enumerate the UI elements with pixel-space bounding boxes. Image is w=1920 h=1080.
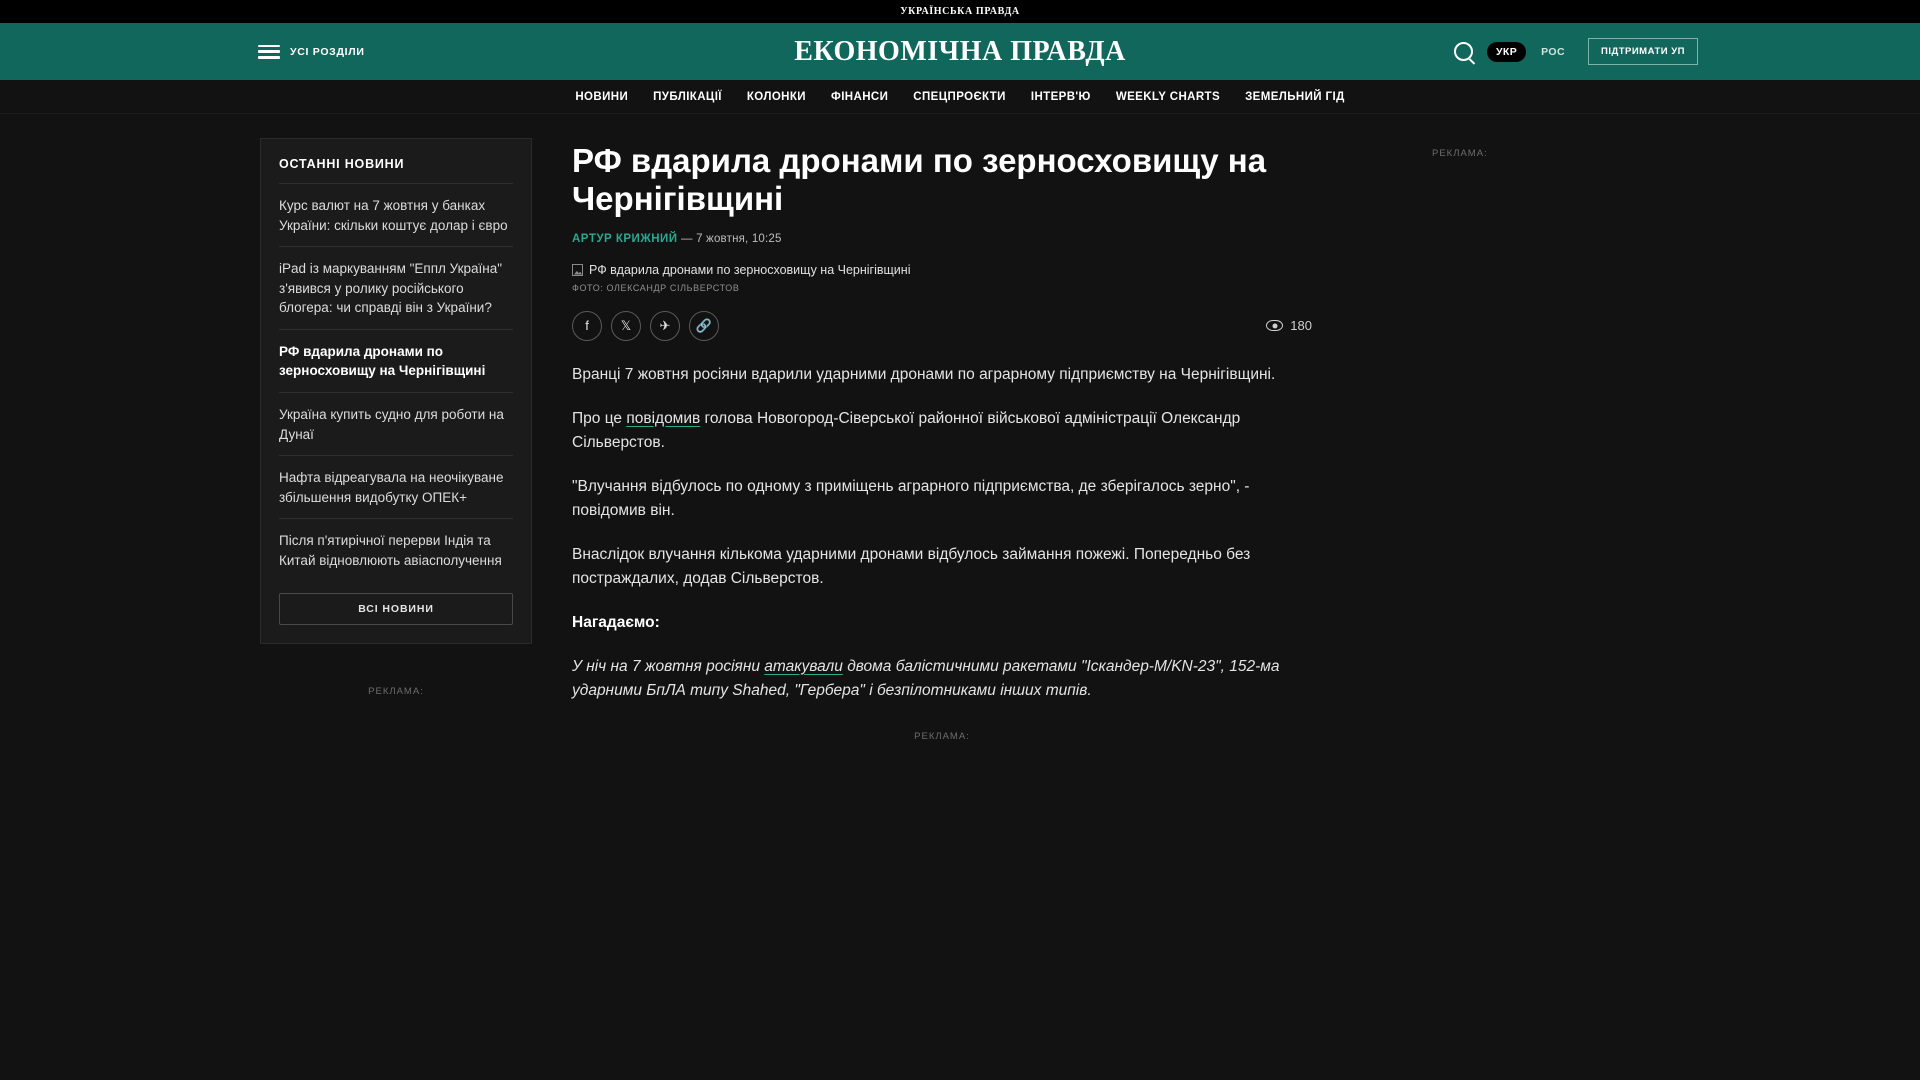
language-switcher [1487,42,1574,62]
broken-image-icon [572,264,583,276]
list-item[interactable]: iPad із маркуванням "Еппл Україна" з'явився у ролику російського блогера: чи справді він з України? [279,246,513,329]
article-image-alt: РФ вдарила дронами по зерносховищу на Чернігівщині [589,262,911,277]
left-column [0,138,532,742]
site-header [0,23,1920,80]
eye-icon [1266,320,1283,331]
nav-item-finansy[interactable]: ФІНАНСИ [830,90,889,103]
nav-item-interviu[interactable]: ІНТЕРВ'Ю [1030,90,1091,103]
menu-button[interactable] [258,45,365,59]
primary-nav [0,80,1920,114]
article-note-heading: Нагадаємо: [572,613,660,631]
nav-item-publikacii[interactable]: ПУБЛІКАЦІЇ [653,90,722,103]
site-brand[interactable]: ЕКОНОМІЧНА ПРАВДА [794,35,1126,67]
article-image-placeholder [572,263,1312,277]
copy-link-icon[interactable]: 🔗 [689,311,719,341]
ukrainska-pravda-bar [0,0,1920,23]
lang-rus-button[interactable]: РОС [1541,45,1565,58]
right-rail-ad-label: РЕКЛАМА: [1432,148,1488,159]
list-item[interactable]: Курс валют на 7 жовтня у банках України: скільки коштує долар і євро [279,183,513,246]
nav-item-zemelnyi-hid[interactable]: ЗЕМЕЛЬНИЙ ГІД [1245,90,1345,103]
sidebar-ad-label: РЕКЛАМА: [368,686,424,698]
article-paragraph: Внаслідок влучання кількома ударними дронами відбулось займання пожежі. Попередньо без постраждалих, додав Сільверстов. [572,545,1251,587]
latest-news-sidebar [260,138,532,644]
all-news-button[interactable]: ВСІ НОВИНИ [279,593,513,625]
share-row [572,311,1312,341]
header-actions [1454,38,1698,65]
article-paragraph: "Влучання відбулось по одному з приміщень аграрного підприємства, де зберігалось зерно", - повідомив він. [572,477,1250,519]
list-item[interactable]: Україна купить судно для роботи на Дунаї [279,392,513,455]
lang-ukr-button[interactable]: УКР [1487,42,1526,62]
source-link[interactable]: повідомив [626,409,701,427]
support-up-button[interactable]: ПІДТРИМАТИ УП [1588,38,1698,65]
article-author[interactable]: АРТУР КРИЖНИЙ [572,232,678,245]
nav-item-kolonky[interactable]: КОЛОНКИ [746,90,806,103]
nav-item-specproekty[interactable]: СПЕЦПРОЄКТИ [913,90,1006,103]
ukrainska-pravda-logo[interactable]: УКРАЇНСЬКА ПРАВДА [900,6,1020,17]
telegram-share-icon[interactable]: ✈ [650,311,680,341]
related-text-after: двома балістичними ракетами "Іскандер-М/KN-23", 152-ма ударними БпЛА типу Shahed, "Гербера" і безпілотниками інших типів. [572,657,1280,699]
article-ad-label: РЕКЛАМА: [914,730,970,742]
sidebar-title: ОСТАННІ НОВИНИ [279,157,405,171]
related-text-before: У ніч на 7 жовтня росіяни [572,657,765,675]
page-title: РФ вдарила дронами по зерносховищу на Чернігівщині [572,142,1267,218]
paragraph-text-before: Про це [572,409,627,427]
article-related-paragraph [572,655,1312,703]
paragraph-text-after: голова Новогород-Сіверської районної військової адміністрації Олександр Сільверстов. [572,409,1241,451]
twitter-share-icon[interactable]: 𝕏 [611,311,641,341]
list-item[interactable]: Після п'ятирічної перерви Індія та Китай відновлюють авіасполучення [279,518,513,581]
page-body [0,114,1920,742]
nav-item-novyny[interactable]: НОВИНИ [575,90,629,103]
article-paragraph: Вранці 7 жовтня росіяни вдарили ударними дронами по аграрному підприємству на Чернігівщині. [572,365,1276,383]
byline [572,233,1312,245]
nav-item-weekly-charts[interactable]: WEEKLY CHARTS [1115,90,1221,103]
article-paragraph [572,407,1312,455]
view-count: 180 [1290,318,1312,334]
list-item[interactable]: Нафта відреагувала на неочікуване збільшення видобутку ОПЕК+ [279,455,513,518]
article-date: — 7 жовтня, 10:25 [680,232,782,245]
related-link[interactable]: атакували [764,657,843,675]
hamburger-icon [258,45,280,59]
list-item[interactable]: РФ вдарила дронами по зерносховищу на Чернігівщині [279,329,513,392]
article [572,138,1312,742]
search-icon[interactable] [1454,42,1473,61]
view-counter [1266,318,1312,333]
facebook-share-icon[interactable]: f [572,311,602,341]
share-buttons [572,311,719,341]
photo-credit: ФОТО: ОЛЕКСАНДР СІЛЬВЕРСТОВ [572,282,740,293]
menu-button-label: УСІ РОЗДІЛИ [290,45,365,58]
